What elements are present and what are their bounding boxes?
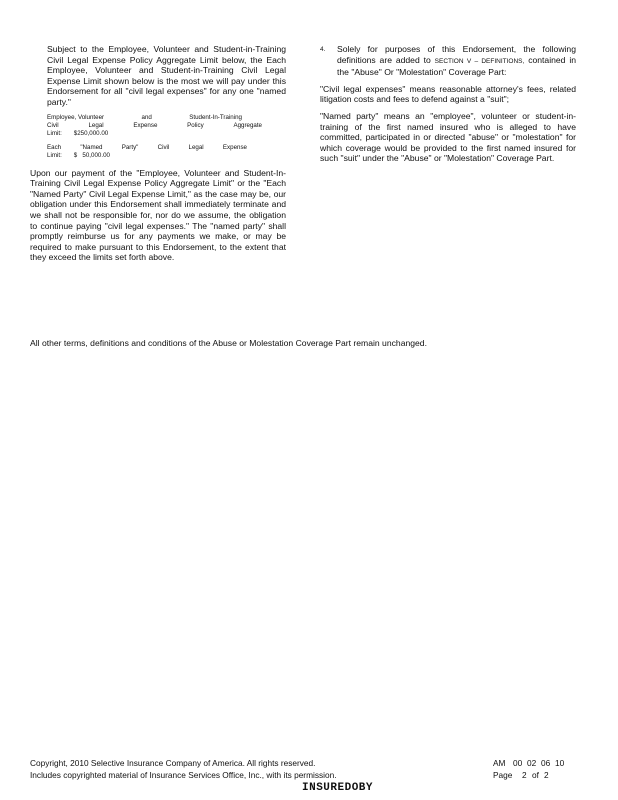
brand-watermark: INSUREDOBY bbox=[302, 782, 374, 794]
footer-copyright bbox=[30, 757, 337, 781]
right-column bbox=[320, 44, 576, 170]
limit-intro-paragraph: Subject to the Employee, Volunteer and Student-in-Training Civil Legal Expense Policy Aggregate Limit below, the Each Employee, Volunteer and Student-in-Training Civil Legal Expense Limit shown below is the most we will pay under this Endorsement for all "civil legal expenses" for any one "named party." bbox=[47, 44, 286, 107]
definition-civil-legal-expenses: "Civil legal expenses" means reasonable attorney's fees, related litigation costs and fees to defend against a "suit"; bbox=[320, 83, 576, 105]
page-indicator: Page 2 of 2 bbox=[493, 770, 549, 780]
each-party-limit-row: Limit: $ 50,000.00 bbox=[47, 151, 110, 159]
definitions-item: 4. Solely for purposes of this Endorsement, the following definitions are added to SECTION V – DEFINITIONS, contained in the "Abuse" Or "Molestation" Coverage Part: bbox=[320, 44, 577, 78]
each-party-limit-value: $ 50,000.00 bbox=[73, 151, 110, 159]
section-reference: SECTION V – DEFINITIONS, bbox=[434, 57, 525, 65]
aggregate-limit-value: $250,000.00 bbox=[73, 129, 109, 137]
footer-form-info bbox=[493, 757, 569, 781]
limit-schedule bbox=[47, 114, 286, 160]
item-number: 4. bbox=[320, 46, 326, 53]
remaining-terms-statement: All other terms, definitions and conditions of the Abuse or Molestation Coverage Part remain unchanged. bbox=[30, 338, 427, 348]
form-number: AM 00 02 06 10 bbox=[493, 758, 565, 768]
aggregate-limit-row: Limit: $250,000.00 bbox=[47, 129, 109, 137]
copyright-line: Copyright, 2010 Selective Insurance Company of America. All rights reserved. bbox=[30, 758, 316, 768]
left-column bbox=[30, 44, 286, 263]
iso-permission-line: Includes copyrighted material of Insurance Services Office, Inc., with its permission. bbox=[30, 770, 337, 780]
limit-row: Employee, Volunteer and Student-In-Training bbox=[47, 113, 242, 121]
payment-paragraph: Upon our payment of the "Employee, Volunteer and Student-In-Training Civil Legal Expense Policy Aggregate Limit" or the "Each "Named Party" Civil Legal Expense Limit," as the case may be, our obligation under this Endorsement shall immediately terminate and we shall not be responsible for, nor do we assume, the obligation to continue paying "civil legal expenses." The "named party" shall promptly reimburse us for any payments we make, or may be required to make pursuant to this Endorsement, to the extent that they exceed the limits set forth above. bbox=[30, 167, 286, 263]
definition-named-party: "Named party" means an "employee", volunteer or student-in-training of the first named insured who is alleged to have committed, participated in or directed "abuse" or "molestation" for which coverage would be provided to the first named insured for such "suit" under the "Abuse" or "Molestation" Coverage Part. bbox=[320, 110, 576, 164]
limit-row: Each "Named Party" Civil Legal Expense bbox=[47, 143, 247, 151]
limit-row: Civil Legal Expense Policy Aggregate bbox=[47, 121, 262, 129]
